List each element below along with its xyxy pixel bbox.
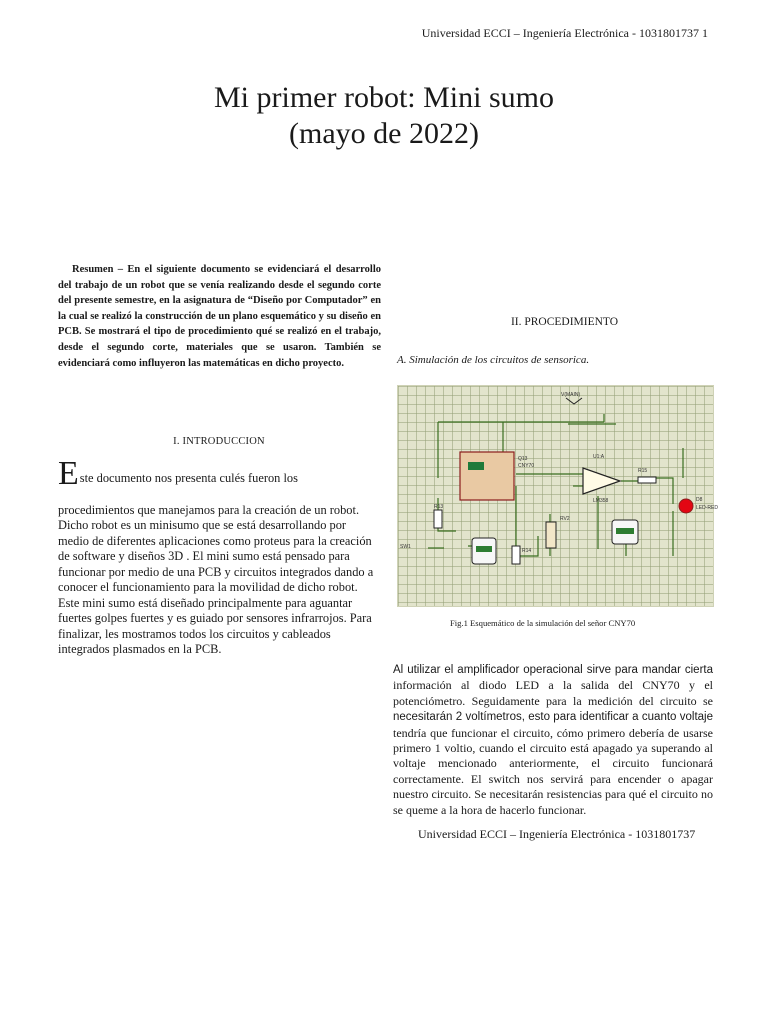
dropcap: E (58, 455, 79, 492)
rv2-potentiometer (546, 522, 556, 548)
procedure-text-1: Al utilizar el amplificador operacional sirve para mandar cierta (393, 664, 713, 676)
running-header: Universidad ECCI – Ingeniería Electrónica - 1031801737 1 (421, 26, 708, 40)
procedure-text-4: tendría que funcionar el circuito, cómo primero debería de usarse primero 1 voltio, cuando el circuito está apagado ya superando al voltaje mencionado anteriormente, el circuito funcionará correctamente. El switch nos servirá para encender o apagar nuestro circuito. Se necesitarán resistencias para qué el circuito no se queme a la hora de hacerlo funcionar. (393, 725, 713, 817)
label-u1a: U1:A (593, 454, 605, 460)
r15-resistor (638, 477, 656, 483)
voltmeter-right-display (616, 528, 634, 534)
label-r14: R14 (522, 548, 532, 554)
intro-body (58, 455, 380, 658)
procedure-heading: II. PROCEDIMIENTO (510, 316, 619, 328)
abstract: Resumen – En el siguiente documento se evidenciará el desarrollo del trabajo de un robot que se venía realizando desde el segundo corte del presente semestre, en la asignatura de “Diseño por Computador” en la cual se realizó la construcción de un plano esquemático y su diseño en PCB. Se mostrará el tipo de procedimiento qué se realizó en el trabajo, desde el segundo corte, materiales que se usaron. También se evidenciará como influyeron las matemáticas en dicho proyecto. (58, 264, 381, 369)
procedure-section (397, 316, 717, 607)
intro-first-line: ste documento nos presenta culés fueron los (79, 471, 298, 485)
r14-resistor (512, 546, 520, 564)
procedure-paragraph (393, 662, 713, 818)
label-q13: Q13 (518, 456, 528, 462)
voltmeter-left-display (476, 546, 492, 552)
intro-heading: I. INTRODUCCION (173, 436, 265, 447)
paper-title (0, 80, 768, 152)
voltage-source-symbol (566, 398, 582, 404)
led-d8 (679, 499, 693, 513)
figure-caption: Fig.1 Esquemático de la simulación del señor CNY70 (450, 618, 636, 628)
label-sw1: SW1 (400, 544, 411, 550)
subsection-heading: A. Simulación de los circuitos de sensorica. (397, 354, 590, 366)
label-d8: D8 (696, 497, 703, 503)
intro-section (58, 436, 380, 658)
label-q13-sub: CNY70 (518, 463, 535, 469)
schematic-figure (397, 385, 718, 607)
label-lm358: LM358 (593, 498, 609, 504)
label-vsource: V(MAIN) (561, 392, 581, 398)
running-footer: Universidad ECCI – Ingeniería Electrónica - 1031801737 (418, 827, 696, 841)
label-rv2: RV2 (560, 516, 570, 522)
schematic-diagram (398, 386, 718, 608)
cny70-display (468, 462, 484, 470)
r13-resistor (434, 510, 442, 528)
label-d8-sub: LED-RED (696, 505, 718, 511)
label-r13: R13 (434, 504, 444, 510)
title-line-1: Mi primer robot: Mini sumo (214, 81, 554, 114)
cny70-body (460, 452, 514, 500)
label-r15: R15 (638, 468, 648, 474)
intro-paragraph: procedimientos que manejamos para la creación de un robot. Dicho robot es un minisumo que se está desarrollando por medio de diferentes aplicaciones como proteus para la creación de software y diseños 3D . El mini sumo está pensado para funcionar por medio de una PCB y circuitos integrados dando a conocer el funcionamiento para la movilidad de dicho robot. Este mini sumo está diseñado principalmente para aguantar fuertes golpes fuertes y es guiado por sensores infrarrojos. Para finalizar, les mostramos todos los circuitos y cableados integrados plasmados en la PCB. (58, 502, 374, 656)
procedure-text-2: información al diodo LED a la salida del CNY70 y el potenciómetro. Seguidamente para la medición del circuito se (393, 678, 713, 708)
opamp-symbol (583, 468, 620, 494)
title-line-2: (mayo de 2022) (289, 117, 479, 150)
procedure-text-3: necesitarán 2 voltímetros, esto para identificar a cuanto voltaje (393, 711, 713, 724)
